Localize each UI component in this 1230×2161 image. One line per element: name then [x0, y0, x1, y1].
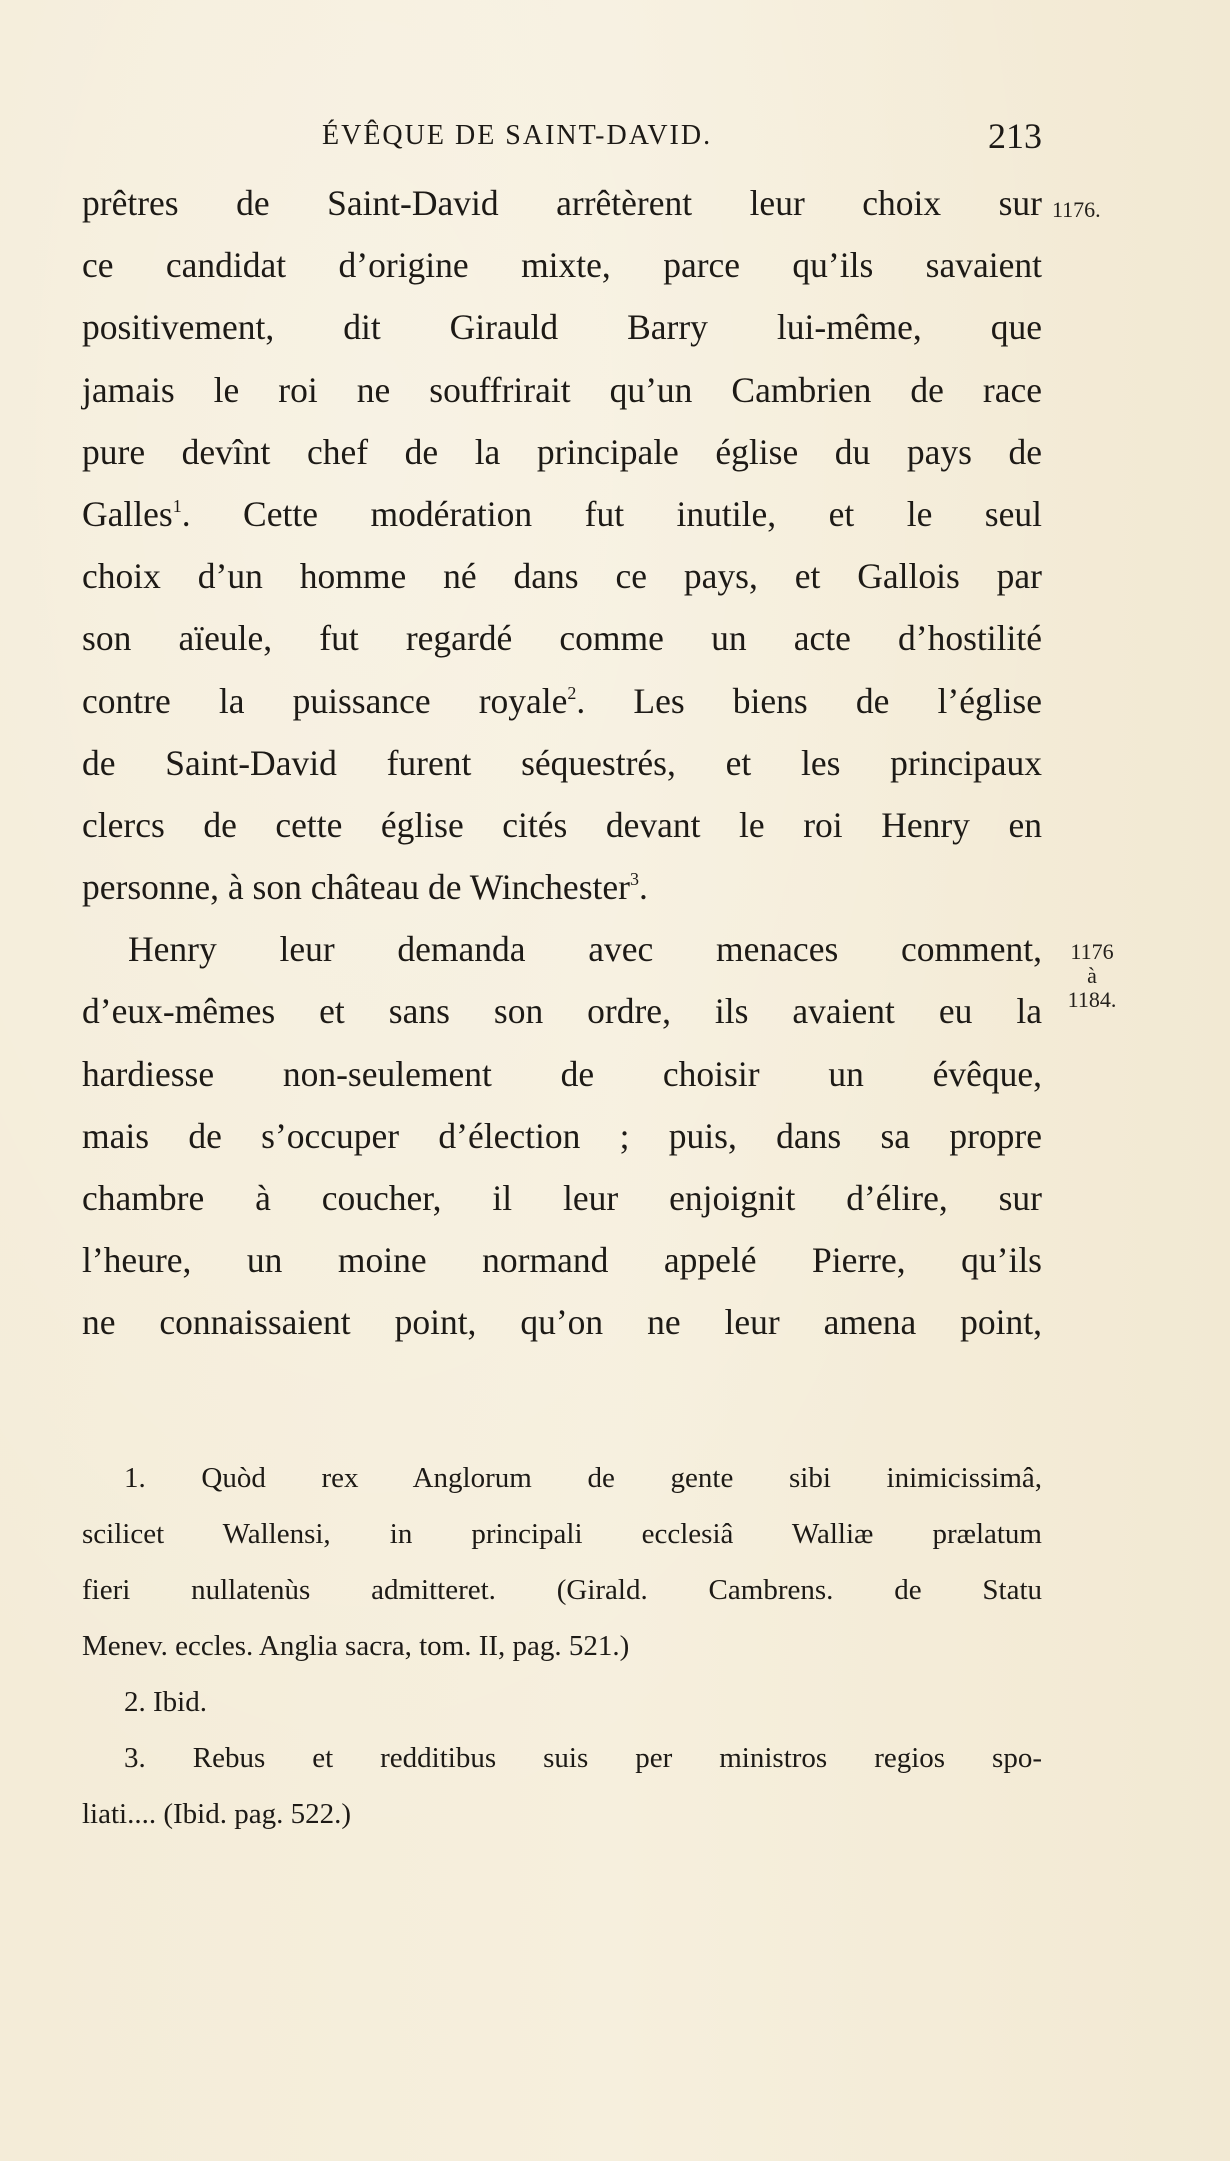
footnote-ref-2: 2	[567, 682, 577, 703]
text-line: Henry leur demanda avec menaces comment,	[128, 929, 1042, 970]
text-segment: personne, à son château de Winchester	[82, 867, 630, 908]
page-header	[82, 112, 1042, 160]
text-line: mais de s’occuper d’élection ; puis, dans sa propre	[82, 1115, 1042, 1156]
footnote-ref-3: 3	[629, 869, 639, 890]
text-line: d’eux-mêmes et sans son ordre, ils avaient eu la	[82, 991, 1042, 1032]
running-title: ÉVÊQUE DE SAINT-DAVID.	[322, 120, 713, 151]
footnote-2	[82, 1674, 1042, 1730]
margin-date-start: 1176	[1070, 939, 1114, 964]
main-text	[82, 172, 1042, 1354]
footnote-line: scilicet Wallensi, in principali ecclesiâ Walliæ prælatum	[82, 1518, 1042, 1550]
footnote-line: 1. Quòd rex Anglorum de gente sibi inimicissimâ,	[124, 1462, 1042, 1494]
text-line: clercs de cette église cités devant le roi Henry en	[82, 804, 1042, 845]
footnote-line: Menev. eccles. Anglia sacra, tom. II, pag. 521.)	[82, 1630, 630, 1662]
text-line: l’heure, un moine normand appelé Pierre, qu’ils	[82, 1240, 1042, 1281]
text-segment: contre la puissance royale	[82, 680, 568, 721]
text-line: hardiesse non-seulement de choisir un évêque,	[82, 1053, 1042, 1094]
text-line: positivement, dit Girauld Barry lui-même, que	[82, 307, 1042, 348]
margin-date-range	[1052, 940, 1132, 1012]
footnote-line: 2. Ibid.	[124, 1686, 207, 1718]
text-line: chambre à coucher, il leur enjoignit d’élire, sur	[82, 1178, 1042, 1218]
page-number: 213	[988, 116, 1042, 156]
footnote-line: 3. Rebus et redditibus suis per ministros regios spo-	[124, 1742, 1042, 1774]
text-segment: . Cette modération fut inutile, et le seul	[181, 493, 1042, 534]
text-line: son aïeule, fut regardé comme un acte d’hostilité	[82, 618, 1042, 659]
text-line: ne connaissaient point, qu’on ne leur amena point,	[82, 1302, 1042, 1343]
footnote-ref-1: 1	[172, 495, 182, 516]
text-segment: .	[638, 867, 648, 908]
footnotes	[82, 1450, 1042, 1842]
text-segment: . Les biens de l’église	[576, 680, 1043, 721]
text-line: choix d’un homme né dans ce pays, et Gallois par	[82, 556, 1042, 597]
footnote-3	[82, 1730, 1042, 1842]
text-line: jamais le roi ne souffrirait qu’un Cambrien de race	[82, 369, 1042, 410]
text-line: prêtres de Saint-David arrêtèrent leur choix sur	[82, 183, 1042, 223]
footnote-1	[82, 1450, 1042, 1674]
margin-date-end: 1184.	[1067, 987, 1117, 1012]
text-line	[82, 483, 1042, 545]
footnote-line: liati.... (Ibid. pag. 522.)	[82, 1798, 352, 1830]
text-line: ce candidat d’origine mixte, parce qu’ils savaient	[82, 245, 1042, 286]
text-line	[82, 670, 1042, 732]
text-line	[82, 856, 1042, 918]
margin-date-1176: 1176.	[1052, 197, 1101, 222]
text-line: pure devînt chef de la principale église du pays de	[82, 431, 1042, 472]
margin-date-connector: à	[1087, 963, 1097, 988]
text-line: de Saint-David furent séquestrés, et les principaux	[82, 742, 1042, 783]
footnote-line: fieri nullatenùs admitteret. (Girald. Cambrens. de Statu	[82, 1574, 1042, 1606]
text-segment: Galles	[82, 493, 173, 534]
